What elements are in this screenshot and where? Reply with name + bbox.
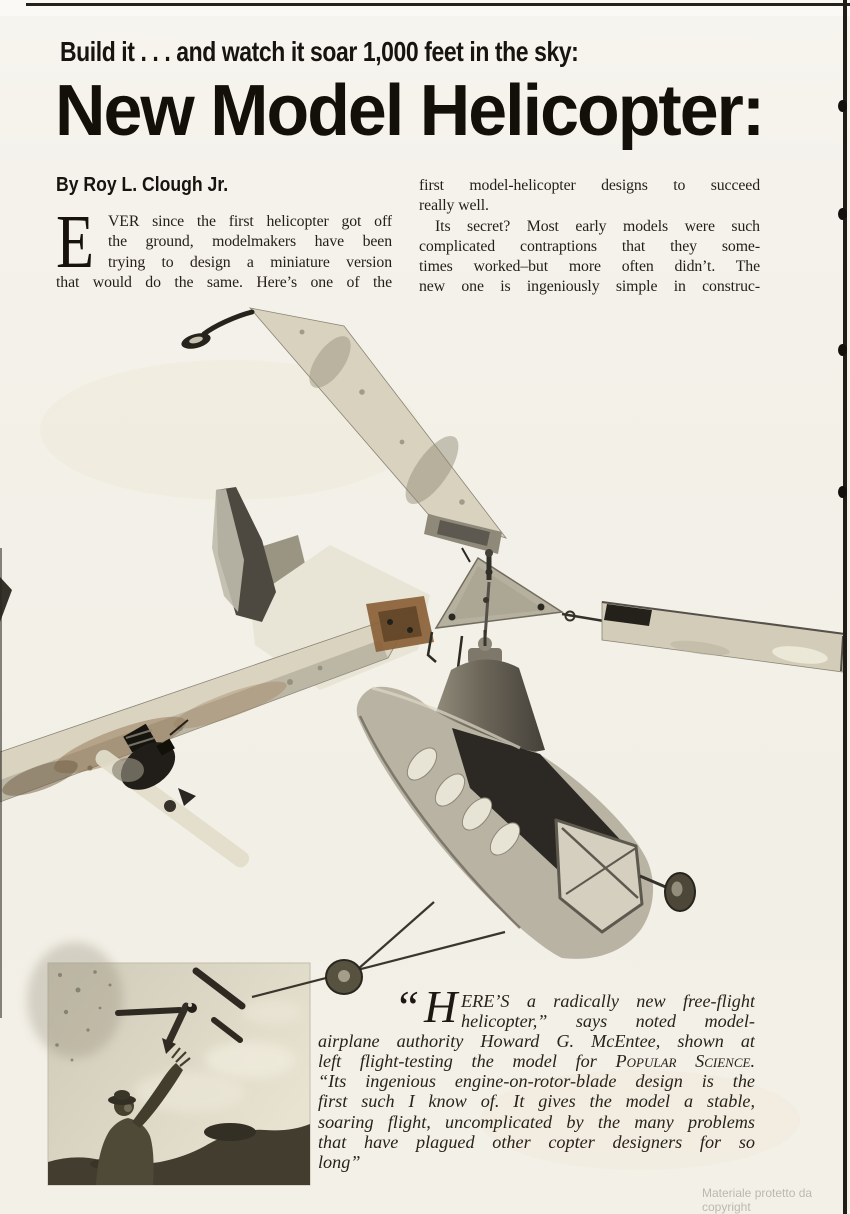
flight-photo <box>27 942 310 1185</box>
scan-artifact <box>838 486 847 498</box>
scan-artifact <box>838 208 847 220</box>
quote-line: ERE’S a radically new free-flight <box>461 991 755 1011</box>
quote-line <box>318 1051 755 1071</box>
body-line: new one is ingeniously simple in construc- <box>419 278 760 296</box>
quote-line: soaring flight, uncomplicated by the many problems <box>318 1111 755 1132</box>
quote-line: helicopter,” says noted model- <box>461 1011 755 1032</box>
body-line: really well. <box>419 197 489 215</box>
scan-edge-top <box>26 3 850 6</box>
body-line: Its secret? Most early models were such <box>435 217 760 235</box>
body-line: times worked–but more often didn’t. The <box>419 258 760 276</box>
quote-line: airplane authority Howard G. McEntee, shown at <box>318 1031 755 1052</box>
blade-handle-wire <box>180 312 252 352</box>
quote-line: long” <box>318 1151 361 1172</box>
body-line: complicated contraptions that they some- <box>419 237 760 255</box>
blade-root-clip <box>366 596 434 652</box>
article-column-left <box>56 200 392 293</box>
drop-cap-e: E <box>56 200 95 284</box>
byline: By Roy L. Clough Jr. <box>56 174 229 196</box>
article-column-right <box>419 176 760 298</box>
body-line: that would do the same. Here’s one of the <box>56 273 392 291</box>
scan-edge-left <box>0 548 2 1018</box>
scan-edge-right <box>843 0 847 1214</box>
body-line: first model-helicopter designs to succeed <box>419 177 760 194</box>
body-line: trying to design a miniature version <box>108 253 392 271</box>
kicker-headline: Build it . . . and watch it soar 1,000 feet in the sky: <box>60 36 579 67</box>
tree-clump <box>204 1123 256 1141</box>
magazine-name: Popular Science <box>615 1051 751 1072</box>
rotor-blade-right <box>562 602 845 672</box>
quote-line: first such I know of. It gives the model a stable, <box>318 1091 755 1112</box>
copyright-watermark: Materiale protetto da copyright <box>702 1186 813 1214</box>
quote-line: “Its ingenious engine-on-rotor-blade design is the <box>318 1071 755 1092</box>
scan-artifact <box>838 100 847 112</box>
pull-quote <box>318 991 755 1172</box>
photo-grain <box>27 942 123 1058</box>
body-line: the ground, modelmakers have been <box>108 233 392 251</box>
quote-line-part: . <box>750 1051 755 1072</box>
scan-artifact <box>838 344 847 356</box>
page-title: New Model Helicopter: <box>55 71 764 151</box>
rotor-blade-left <box>0 610 415 803</box>
drop-cap-h: H <box>424 981 458 1032</box>
quote-line-part: left flight-testing the model for <box>318 1051 616 1072</box>
quote-line: that have plagued other copter designers for so <box>318 1131 755 1152</box>
body-line: VER since the first helicopter got off <box>108 213 392 230</box>
quote-open-mark: “ <box>394 981 420 1032</box>
